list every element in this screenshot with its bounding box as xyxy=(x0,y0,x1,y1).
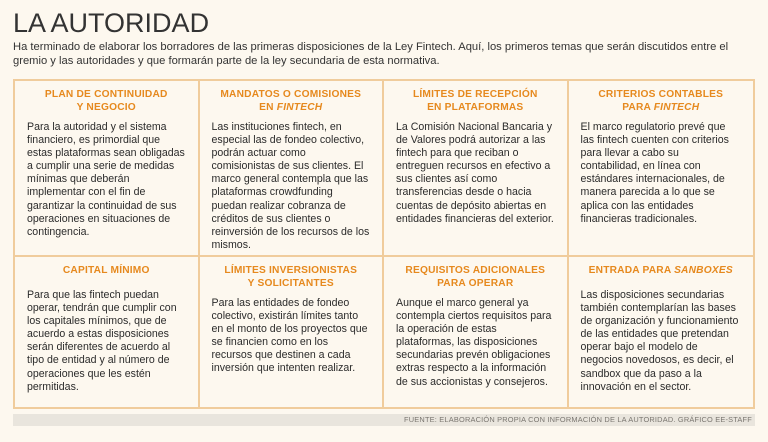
card-entrada-sandboxes xyxy=(569,257,754,407)
card-title xyxy=(23,89,190,115)
card-title-line: LÍMITES DE RECEPCIÓN xyxy=(412,89,538,100)
card-title-line: PARA OPERAR xyxy=(437,277,514,289)
source-credit: FUENTE: ELABORACIÓN PROPIA CON INFORMACIÓN DE LA AUTORIDAD. GRÁFICO EE-STAFF xyxy=(404,415,752,424)
card-title-line: PARA xyxy=(622,101,654,113)
card-title xyxy=(392,89,559,115)
source-bar xyxy=(13,414,755,426)
card-title-line: LÍMITES INVERSIONISTAS xyxy=(224,265,358,276)
card-title-line: CRITERIOS CONTABLES xyxy=(598,89,724,100)
card-title xyxy=(23,265,190,279)
card-title-line: REQUISITOS ADICIONALES xyxy=(405,265,546,276)
card-title xyxy=(577,89,746,115)
card-title xyxy=(208,265,375,291)
page-title: LA AUTORIDAD xyxy=(13,8,210,38)
card-title-emphasis: FINTECH xyxy=(276,101,323,113)
intro-text: Ha terminado de elaborar los borradores de las primeras disposiciones de la Ley Fintech. Aquí, los primeros temas que serán discutidos entre el gremio y las autoridades y que formarán parte de la ley secundaria de esta normativa. xyxy=(13,41,729,67)
card-body: Para que las fintech puedan operar, tendrán que cumplir con los capitales mínimos, que de acuerdo a estas disposiciones serán diferentes de acuerdo al tipo de entidad y al número de operaciones que les estén permitidas. xyxy=(27,289,177,393)
card-body: Para las entidades de fondeo colectivo, existirán límites tanto en el monto de los proyectos que se financien como en los recursos que destinen a cada inversión que intenten realizar. xyxy=(211,297,368,375)
card-title-line: Y SOLICITANTES xyxy=(247,277,334,289)
card-title-emphasis: SANBOXES xyxy=(674,265,733,276)
card-title-line: EN xyxy=(259,101,277,113)
card-plan-continuidad xyxy=(15,81,200,257)
card-body: Las disposiciones secundarias también contemplarían las bases de organización y funcionamiento de las entidades que pretendan operar bajo el modelo de negocios novedosos, es decir, el sandbox que da paso a la innovación en el sector. xyxy=(580,289,739,393)
card-body: Para la autoridad y el sistema financiero, es primordial que estas plataformas sean obligadas a cumplir una serie de medidas mínimas que deberán implementar con el fin de garantizar la continuidad de sus operaciones en situaciones de contingencia. xyxy=(27,121,185,238)
card-title-emphasis: FINTECH xyxy=(653,101,700,113)
card-title-line: ENTRADA PARA xyxy=(588,265,675,276)
card-criterios-contables xyxy=(569,81,754,257)
card-title-line: PLAN DE CONTINUIDAD xyxy=(44,89,168,100)
card-title xyxy=(392,265,559,291)
card-body: La Comisión Nacional Bancaria y de Valores podrá autorizar a las fintech para que reciban o entreguen recursos en efectivo a sus clientes así como transferencias desde o hacia cuentas de depósito abiertas en entidades financieras del exterior. xyxy=(396,121,554,225)
card-body: Aunque el marco general ya contempla ciertos requisitos para la operación de estas plataformas, las disposiciones secundarias prevén obligaciones extras respecto a la información de sus accionistas y consejeros. xyxy=(396,297,552,388)
card-title xyxy=(577,265,746,279)
topics-grid xyxy=(13,79,755,409)
card-body: Las instituciones fintech, en especial las de fondeo colectivo, podrán actuar como comisionistas de sus clientes. El marco general contempla que las plataformas crowdfunding puedan realizar cobranza de créditos de sus clientes o reinversión de los recursos de los mismos. xyxy=(211,121,370,251)
card-title-line: EN PLATAFORMAS xyxy=(427,101,524,113)
card-requisitos-adicionales xyxy=(384,257,569,407)
card-title-line: Y NEGOCIO xyxy=(76,101,136,113)
card-capital-minimo xyxy=(15,257,200,407)
card-mandatos-comisiones xyxy=(200,81,385,257)
card-title-line: MANDATOS O COMISIONES xyxy=(220,89,362,100)
card-title xyxy=(208,89,375,115)
card-limites-recepcion xyxy=(384,81,569,257)
card-body: El marco regulatorio prevé que las fintech cuenten con criterios para llevar a cabo su contabilidad, en línea con estándares internacionales, de manera parecida a lo que se aplica con las entidades financieras tradicionales. xyxy=(580,121,729,225)
card-limites-inversionistas xyxy=(200,257,385,407)
card-title-line: CAPITAL MÍNIMO xyxy=(62,265,150,276)
